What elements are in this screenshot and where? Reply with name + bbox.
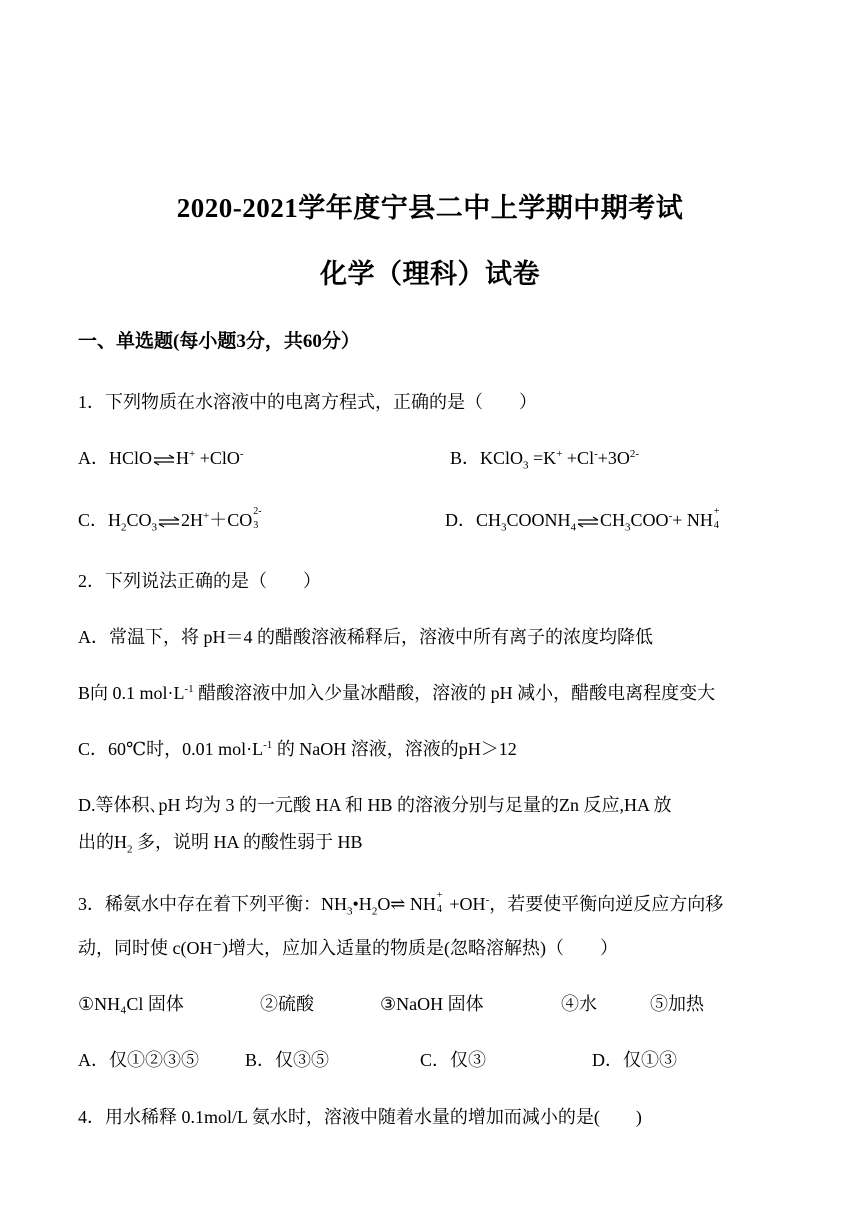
q2-option-c: C．60℃时，0.01 $mol\cdot L^{-1}$ 的 NaOH 溶液，溶液的pH＞12 xyxy=(78,739,517,759)
q2-option-d-line1: D.等体积､pH 均为 3 的一元酸 HA 和 HB 的溶液分别与足量的Zn 反应,HA 放 xyxy=(78,795,672,815)
question-4-stem: 4．用水稀释 0.1mol/L 氨水时，溶液中随着水量的增加而减小的是( ) xyxy=(78,1107,642,1127)
q3-choice-4: ④水 xyxy=(561,994,597,1014)
equilibrium-arrow-icon xyxy=(577,516,599,528)
question-3-stem-line1: 3．稀氨水中存在着下列平衡：$NH_3•H_2O\rightleftharpoons$ NH + 4 +OH-，若要使平衡向逆反应方向移 xyxy=(78,890,724,918)
q1-option-a: A．HClO H+ +ClO- xyxy=(78,448,244,468)
section-heading: 一、单选题(每小题3分，共60分） xyxy=(78,331,360,352)
q3-option-d: D．仅①③ xyxy=(592,1050,677,1070)
q3-option-a: A．仅①②③⑤ xyxy=(78,1050,199,1070)
equilibrium-arrow-icon xyxy=(153,454,175,466)
exam-title: 2020-2021学年度宁县二中上学期中期考试 xyxy=(176,193,684,223)
q3-option-c: C．仅③ xyxy=(420,1050,487,1070)
question-2-stem: 2．下列说法正确的是（ ） xyxy=(78,571,321,591)
q3-option-b: B．仅③⑤ xyxy=(245,1050,330,1070)
equilibrium-arrow-icon xyxy=(158,516,180,528)
question-1-stem: 1．下列物质在水溶液中的电离方程式，正确的是（ ） xyxy=(78,392,537,412)
q3-choice-1: ①NH₄Cl 固体 xyxy=(78,994,184,1014)
q1-option-c: C．$H_2CO_3$ 2H+＋CO 2- 3 xyxy=(78,506,262,534)
q3-choice-2: ②硫酸 xyxy=(260,994,314,1014)
q3-choice-5: ⑤加热 xyxy=(650,994,704,1014)
q2-option-a: A．常温下，将 pH＝4 的醋酸溶液稀释后，溶液中所有离子的浓度均降低 xyxy=(78,627,653,647)
q3-choice-3: ③NaOH 固体 xyxy=(380,994,484,1014)
exam-subtitle: 化学（理科）试卷 xyxy=(320,259,540,289)
q2-option-d-line2: 出的$H_2$ 多，说明 HA 的酸性弱于 HB xyxy=(78,832,363,856)
q1-option-b: B．KClO$_3$ $=K^+ +Cl^-+3O^{2-}$ xyxy=(450,448,640,472)
q2-option-b: B向 0.1 $mol\cdot L^{-1}$ 醋酸溶液中加入少量冰醋酸，溶液的 pH 减小，醋酸电离程度变大 xyxy=(78,683,716,703)
question-3-stem-line2: 动，同时使 c(OH⁻)增大，应加入适量的物质是(忽略溶解热)（ ） xyxy=(78,938,618,958)
q1-option-d: D．$CH_3COONH_4$ $CH_3COO^-+$ NH + 4 xyxy=(445,506,720,534)
